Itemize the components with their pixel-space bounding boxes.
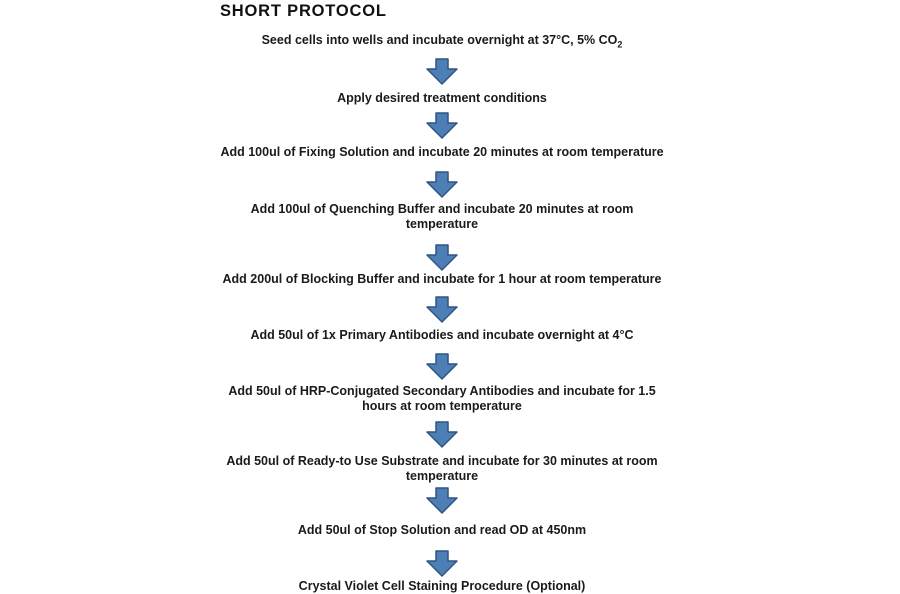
step-text: temperature <box>405 469 479 483</box>
down-arrow-icon <box>426 244 458 271</box>
step-seed-cells <box>152 33 732 48</box>
step-blocking-buffer <box>152 272 732 287</box>
step-text: hours at room temperature <box>362 399 522 413</box>
step-text: Add 50ul of Stop Solution and read OD at 450nm <box>297 523 587 537</box>
step-apply-treatment <box>152 91 732 106</box>
step-text: Seed cells into wells and incubate overnight at 37°C, 5% $CO_2$ <box>261 33 623 50</box>
step-secondary-antibodies <box>152 384 732 414</box>
step-crystal-violet <box>152 579 732 594</box>
down-arrow-icon <box>426 296 458 323</box>
step-text: Apply desired treatment conditions <box>337 91 547 105</box>
co2-subscript: 2 <box>617 39 623 50</box>
step-text: Add 50ul of 1x Primary Antibodies and incubate overnight at 4°C <box>250 328 634 342</box>
down-arrow-icon <box>426 58 458 85</box>
step-substrate <box>152 454 732 484</box>
down-arrow-icon <box>426 353 458 380</box>
step-text: Add 50ul of HRP-Conjugated Secondary Antibodies and incubate for 1.5 <box>228 384 656 398</box>
step-text: Add 100ul of Quenching Buffer and incubate 20 minutes at room <box>250 202 634 216</box>
step-text: temperature <box>405 217 479 231</box>
step-primary-antibodies <box>152 328 732 343</box>
down-arrow-icon <box>426 487 458 514</box>
down-arrow-icon <box>426 550 458 577</box>
step-text: Add 50ul of Ready-to Use Substrate and incubate for 30 minutes at room <box>226 454 658 468</box>
down-arrow-icon <box>426 421 458 448</box>
step-quenching-buffer <box>152 202 732 232</box>
step-text: Add 100ul of Fixing Solution and incubate 20 minutes at room temperature <box>220 145 664 159</box>
step-text: Crystal Violet Cell Staining Procedure (Optional) <box>298 579 586 593</box>
step-text: Add 200ul of Blocking Buffer and incubate for 1 hour at room temperature <box>222 272 662 286</box>
step-fixing-solution <box>152 145 732 160</box>
page-title: SHORT PROTOCOL <box>220 2 387 20</box>
step-stop-solution <box>152 523 732 538</box>
down-arrow-icon <box>426 112 458 139</box>
down-arrow-icon <box>426 171 458 198</box>
